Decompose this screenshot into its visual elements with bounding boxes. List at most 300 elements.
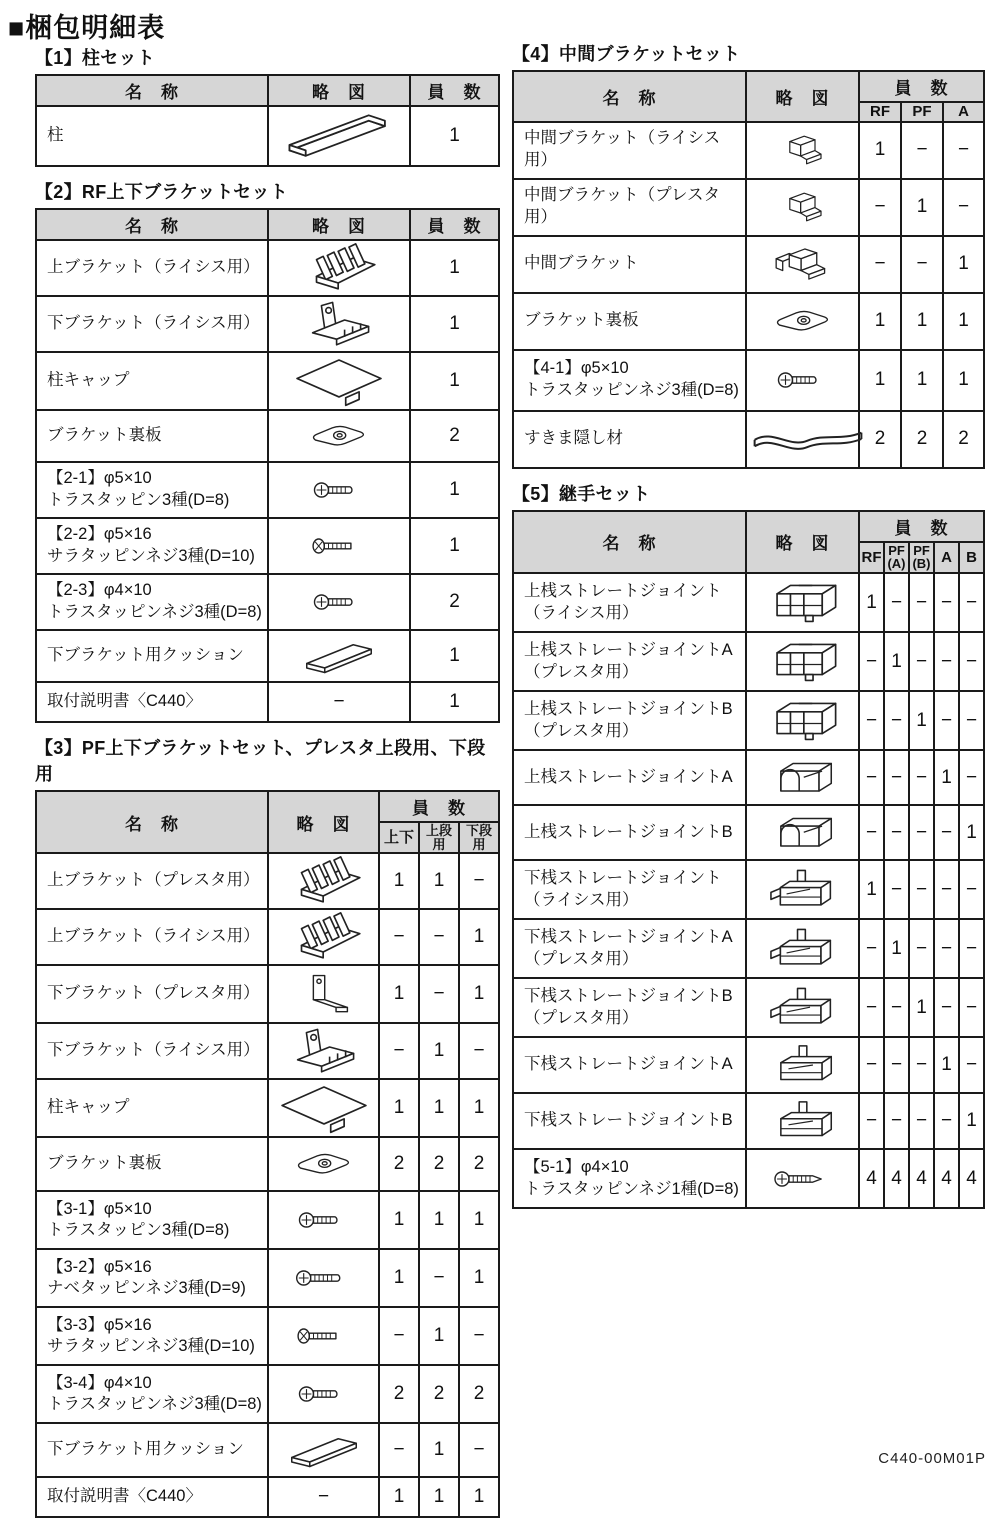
table-row [36,106,499,166]
col-subheader: PF (B) [909,542,934,573]
part-qty-cell: − [934,805,959,860]
part-qty-cell: − [884,691,909,750]
screw-truss-icon [271,588,407,616]
part-diagram-cell [746,919,859,978]
part-qty-cell: − [459,1307,499,1365]
mid-bracket-double-icon [749,241,856,287]
part-diagram-cell [746,691,859,750]
part-qty-cell: 1 [959,805,984,860]
part-qty-cell: − [859,805,884,860]
part-qty-cell: 1 [419,1191,459,1249]
part-qty-cell: − [909,919,934,978]
part-qty-cell: − [901,236,943,293]
part-name-cell: 【4-1】φ5×10 トラスタッピンネジ3種(D=8) [513,350,746,411]
table-row [513,1093,984,1149]
part-name-cell: 中間ブラケット（ライシス用） [513,122,746,179]
table-row [36,1423,499,1477]
part-diagram-cell [746,1037,859,1093]
part-diagram-cell [746,350,859,411]
part-diagram-cell [268,1477,379,1517]
part-qty-cell: − [934,632,959,691]
table-row [36,240,499,296]
table-row [36,965,499,1023]
part-name-cell: 下桟ストレートジョイントA [513,1037,746,1093]
mid-bracket-icon [749,128,856,172]
part-diagram-cell [746,1149,859,1208]
part-diagram-cell [746,1093,859,1149]
part-qty-cell: − [859,236,901,293]
part-qty-cell: 4 [934,1149,959,1208]
part-qty-cell: 1 [859,122,901,179]
part-qty-cell: 2 [379,1365,419,1423]
table-row [513,919,984,978]
part-qty-cell: − [859,919,884,978]
part-qty-cell: 1 [379,1191,419,1249]
part-qty-cell: 4 [859,1149,884,1208]
part-diagram-cell [268,1365,379,1423]
part-qty-cell: 1 [419,1307,459,1365]
part-diagram-cell [268,518,410,574]
part-qty-cell: − [884,1037,909,1093]
part-qty-cell: 1 [859,573,884,632]
col-header-diagram: 略 図 [268,75,410,106]
table-caption: 【2】RF上下ブラケットセット [35,182,289,202]
part-diagram-cell [746,293,859,350]
cap-icon [271,355,407,407]
joint-bottom-small-icon [749,1096,856,1146]
table-row [513,122,984,179]
table-caption: 【3】PF上下ブラケットセット、プレスタ上段用、下段用 [35,738,486,784]
part-qty-cell: 1 [410,240,499,296]
part-qty-cell: − [859,691,884,750]
part-qty-cell: 1 [459,965,499,1023]
table-row [36,352,499,410]
part-qty-cell: 1 [459,1477,499,1517]
part-qty-cell: 1 [859,860,884,919]
table-caption: 【5】継手セット [512,483,651,504]
part-name-cell: 下ブラケット用クッション [36,630,268,682]
part-qty-cell: − [959,691,984,750]
document-code: C440-00M01P [878,1450,986,1467]
table-row [36,1023,499,1079]
part-qty-cell: 1 [859,293,901,350]
part-qty-cell: − [419,909,459,965]
part-qty-cell: − [419,965,459,1023]
part-diagram-cell [268,630,410,682]
part-qty-cell: 1 [419,1023,459,1079]
table-section-pf-bracket-set [35,734,498,1518]
col-subheader: RF [859,102,901,122]
part-qty-cell: 1 [901,350,943,411]
part-qty-cell: − [884,860,909,919]
part-name-cell: 上桟ストレートジョイントB （プレスタ用） [513,691,746,750]
screw-flat-icon [271,532,407,560]
part-diagram-cell [268,1249,379,1307]
part-diagram-cell [746,750,859,805]
part-diagram-cell [268,1137,379,1191]
joint-bottom-icon [749,923,856,975]
part-name-cell: 中間ブラケット（プレスタ用） [513,179,746,236]
joint-bottom-small-icon [749,1040,856,1090]
part-qty-cell: − [884,1093,909,1149]
part-qty-cell: − [959,860,984,919]
col-header-diagram: 略 図 [746,71,859,122]
part-diagram-cell [268,296,410,352]
part-diagram-cell [268,1191,379,1249]
part-qty-cell: − [909,805,934,860]
part-qty-cell: − [884,573,909,632]
parts-table [35,74,500,167]
table-row [36,410,499,462]
cap-icon [271,1082,376,1134]
part-qty-cell: 1 [934,750,959,805]
part-name-cell: ブラケット裏板 [36,410,268,462]
part-name-cell: 下ブラケット用クッション [36,1423,268,1477]
table-row [513,978,984,1037]
table-row [513,236,984,293]
table-row [513,805,984,860]
part-qty-cell: 1 [459,1079,499,1137]
part-diagram-cell [268,410,410,462]
part-diagram-cell [268,462,410,518]
part-qty-cell: − [379,909,419,965]
col-subheader: 上段用 [419,822,459,853]
part-name-cell: 上桟ストレートジョイントB [513,805,746,860]
part-name-cell: 上ブラケット（ライシス用） [36,909,268,965]
col-header-qty: 員 数 [379,791,499,822]
post-icon [271,109,407,163]
part-qty-cell: − [859,978,884,1037]
part-qty-cell: 2 [459,1137,499,1191]
part-diagram-cell [746,632,859,691]
table-row [513,632,984,691]
header-row [36,791,499,822]
plate-icon [271,1147,376,1181]
part-diagram-cell [268,574,410,630]
part-qty-cell: 1 [943,236,984,293]
table-row [513,750,984,805]
part-name-cell: 【3-4】φ4×10 トラスタッピンネジ3種(D=8) [36,1365,268,1423]
part-qty-cell: − [959,978,984,1037]
part-name-cell: 下ブラケット（プレスタ用） [36,965,268,1023]
table-section-mid-bracket-set [512,40,983,469]
col-header-qty: 員 数 [859,71,984,102]
part-qty-cell: 1 [459,909,499,965]
screw-pan-icon [271,1264,376,1292]
part-qty-cell: 2 [943,411,984,468]
col-subheader: RF [859,542,884,573]
wavy-icon [749,420,856,458]
part-name-cell: 柱キャップ [36,1079,268,1137]
part-qty-cell: 1 [419,1477,459,1517]
part-diagram-cell [746,573,859,632]
part-qty-cell: 1 [959,1093,984,1149]
screw-truss-icon [749,366,856,394]
table-row [513,179,984,236]
part-diagram-cell [746,179,859,236]
part-name-cell: 上ブラケット（プレスタ用） [36,853,268,909]
col-header-name: 名 称 [36,75,268,106]
table-row [36,1477,499,1517]
col-header-name: 名 称 [513,511,746,573]
table-section-pillar-set [35,44,498,167]
joint-bottom-icon [749,982,856,1034]
col-header-name: 名 称 [36,209,268,240]
joint-bottom-icon [749,864,856,916]
part-name-cell: 取付説明書〈C440〉 [36,1477,268,1517]
part-qty-cell: − [379,1023,419,1079]
lower-bracket-tab-icon [271,1026,376,1076]
part-qty-cell: − [859,750,884,805]
part-qty-cell: − [909,750,934,805]
part-diagram-cell [268,965,379,1023]
part-qty-cell: 2 [410,410,499,462]
part-qty-cell: 1 [459,1191,499,1249]
part-qty-cell: − [459,1023,499,1079]
part-qty-cell: 1 [379,1477,419,1517]
upper-bracket-icon [271,912,376,962]
part-qty-cell: 1 [410,106,499,166]
part-qty-cell: 1 [901,293,943,350]
part-qty-cell: 2 [410,574,499,630]
page-title: ■梱包明細表 [8,13,166,43]
table-row [513,691,984,750]
table-row [36,630,499,682]
part-qty-cell: − [959,573,984,632]
part-name-cell: 【2-1】φ5×10 トラスタッピン3種(D=8) [36,462,268,518]
part-qty-cell: − [959,1037,984,1093]
part-qty-cell: − [909,1093,934,1149]
part-qty-cell: − [934,573,959,632]
part-qty-cell: 2 [419,1137,459,1191]
col-header-qty: 員 数 [859,511,984,542]
table-row [36,296,499,352]
table-caption: 【4】中間ブラケットセット [512,44,741,64]
part-qty-cell: 1 [410,682,499,722]
table-row [36,1191,499,1249]
table-row [513,293,984,350]
part-name-cell: 上桟ストレートジョイントA （プレスタ用） [513,632,746,691]
part-qty-cell: 1 [410,352,499,410]
part-qty-cell: − [943,179,984,236]
lower-bracket-tab-icon [271,299,407,349]
part-qty-cell: 1 [379,853,419,909]
col-header-name: 名 称 [513,71,746,122]
part-qty-cell: 1 [410,518,499,574]
part-qty-cell: 1 [379,965,419,1023]
part-diagram-cell [268,352,410,410]
table-row [36,682,499,722]
part-name-cell: 【3-3】φ5×16 サラタッピンネジ3種(D=10) [36,1307,268,1365]
part-qty-cell: − [859,1093,884,1149]
table-row [513,860,984,919]
table-row [513,411,984,468]
parts-table [35,790,500,1518]
part-qty-cell: − [379,1307,419,1365]
part-qty-cell: − [934,691,959,750]
mid-bracket-icon [749,185,856,229]
table-row [36,1307,499,1365]
part-qty-cell: 1 [379,1079,419,1137]
part-name-cell: 下桟ストレートジョイントB （プレスタ用） [513,978,746,1037]
part-name-cell: すきま隠し材 [513,411,746,468]
col-header-diagram: 略 図 [268,791,379,853]
header-row [513,511,984,542]
part-qty-cell: − [379,1423,419,1477]
part-diagram-cell [746,236,859,293]
part-name-cell: 下ブラケット（ライシス用） [36,296,268,352]
part-diagram-cell [746,411,859,468]
table-row [36,1365,499,1423]
part-qty-cell: 1 [410,296,499,352]
part-diagram-cell [746,805,859,860]
part-qty-cell: 1 [419,1079,459,1137]
part-qty-cell: 1 [419,1423,459,1477]
part-name-cell: 【2-3】φ4×10 トラスタッピンネジ3種(D=8) [36,574,268,630]
part-qty-cell: 2 [419,1365,459,1423]
part-name-cell: 中間ブラケット [513,236,746,293]
joint-top-small-icon [749,754,856,802]
part-qty-cell: − [459,1423,499,1477]
col-subheader: B [959,542,984,573]
part-qty-cell: 1 [410,630,499,682]
joint-top-icon [749,636,856,688]
table-row [36,574,499,630]
part-qty-cell: 4 [909,1149,934,1208]
part-name-cell: 下桟ストレートジョイントB [513,1093,746,1149]
part-name-cell: 上ブラケット（ライシス用） [36,240,268,296]
part-qty-cell: − [884,805,909,860]
table-caption: 【1】柱セット [35,48,156,68]
col-subheader: 下段用 [459,822,499,853]
part-qty-cell: − [884,978,909,1037]
col-header-diagram: 略 図 [268,209,410,240]
part-diagram-cell [268,909,379,965]
upper-bracket-icon [271,856,376,906]
part-name-cell: 下桟ストレートジョイント （ライシス用） [513,860,746,919]
part-qty-cell: − [934,860,959,919]
col-subheader: A [934,542,959,573]
part-qty-cell: 1 [459,1249,499,1307]
part-qty-cell: 2 [379,1137,419,1191]
cushion-icon [271,635,407,677]
part-qty-cell: − [934,919,959,978]
table-row [36,1249,499,1307]
part-qty-cell: 1 [419,853,459,909]
header-row [36,75,499,106]
part-diagram-cell [268,240,410,296]
part-name-cell: 下ブラケット（ライシス用） [36,1023,268,1079]
part-qty-cell: − [909,1037,934,1093]
table-row [513,1037,984,1093]
header-row [36,209,499,240]
part-qty-cell: − [859,632,884,691]
table-row [36,518,499,574]
col-subheader: PF [901,102,943,122]
part-qty-cell: 4 [959,1149,984,1208]
col-subheader: A [943,102,984,122]
part-qty-cell: − [909,860,934,919]
table-section-rf-bracket-set [35,178,498,723]
parts-table [512,510,985,1209]
part-diagram-cell [268,1423,379,1477]
part-diagram-cell [268,853,379,909]
part-name-cell: ブラケット裏板 [513,293,746,350]
part-diagram-cell [268,1023,379,1079]
part-qty-cell: 1 [884,632,909,691]
part-qty-cell: 2 [459,1365,499,1423]
table-section-joint-set [512,480,983,1209]
col-header-diagram: 略 図 [746,511,859,573]
col-header-qty: 員 数 [410,209,499,240]
part-diagram-cell [268,106,410,166]
part-qty-cell: − [884,750,909,805]
part-qty-cell: 1 [410,462,499,518]
part-name-cell: 上桟ストレートジョイントA [513,750,746,805]
col-subheader: 上下 [379,822,419,853]
part-name-cell: 柱 [36,106,268,166]
plate-icon [749,304,856,338]
part-qty-cell: − [943,122,984,179]
part-qty-cell: − [934,978,959,1037]
part-name-cell: 下桟ストレートジョイントA （プレスタ用） [513,919,746,978]
part-qty-cell: 1 [909,978,934,1037]
joint-top-icon [749,577,856,629]
part-qty-cell: 4 [884,1149,909,1208]
table-row [513,1149,984,1208]
table-row [36,909,499,965]
part-qty-cell: − [859,1037,884,1093]
parts-table [512,70,985,469]
part-diagram-cell [268,1307,379,1365]
part-qty-cell: − [909,632,934,691]
screw-flat-icon [271,1322,376,1350]
part-qty-cell: 2 [859,411,901,468]
part-qty-cell: 1 [934,1037,959,1093]
part-diagram-cell [268,682,410,722]
part-diagram-cell [746,978,859,1037]
part-name-cell: 【2-2】φ5×16 サラタッピンネジ3種(D=10) [36,518,268,574]
col-header-name: 名 称 [36,791,268,853]
left-column [35,44,498,1529]
part-name-cell: 【3-2】φ5×16 ナベタッピンネジ3種(D=9) [36,1249,268,1307]
table-row [36,462,499,518]
right-column [512,40,983,1220]
part-qty-cell: − [959,632,984,691]
part-qty-cell: 1 [943,350,984,411]
part-diagram-cell [746,860,859,919]
joint-top-icon [749,695,856,747]
part-diagram-cell [268,1079,379,1137]
part-qty-cell: − [959,919,984,978]
col-header-qty: 員 数 [410,75,499,106]
part-qty-cell: 2 [901,411,943,468]
no-diagram-dash: − [317,1486,330,1508]
upper-bracket-icon [271,243,407,293]
part-name-cell: 【3-1】φ5×10 トラスタッピン3種(D=8) [36,1191,268,1249]
table-row [36,853,499,909]
parts-table [35,208,500,723]
part-qty-cell: 1 [943,293,984,350]
part-qty-cell: − [934,1093,959,1149]
part-qty-cell: − [419,1249,459,1307]
part-qty-cell: 1 [901,179,943,236]
screw-point-icon [749,1165,856,1193]
table-row [513,350,984,411]
table-row [36,1079,499,1137]
col-subheader: PF (A) [884,542,909,573]
screw-truss-icon [271,1206,376,1234]
